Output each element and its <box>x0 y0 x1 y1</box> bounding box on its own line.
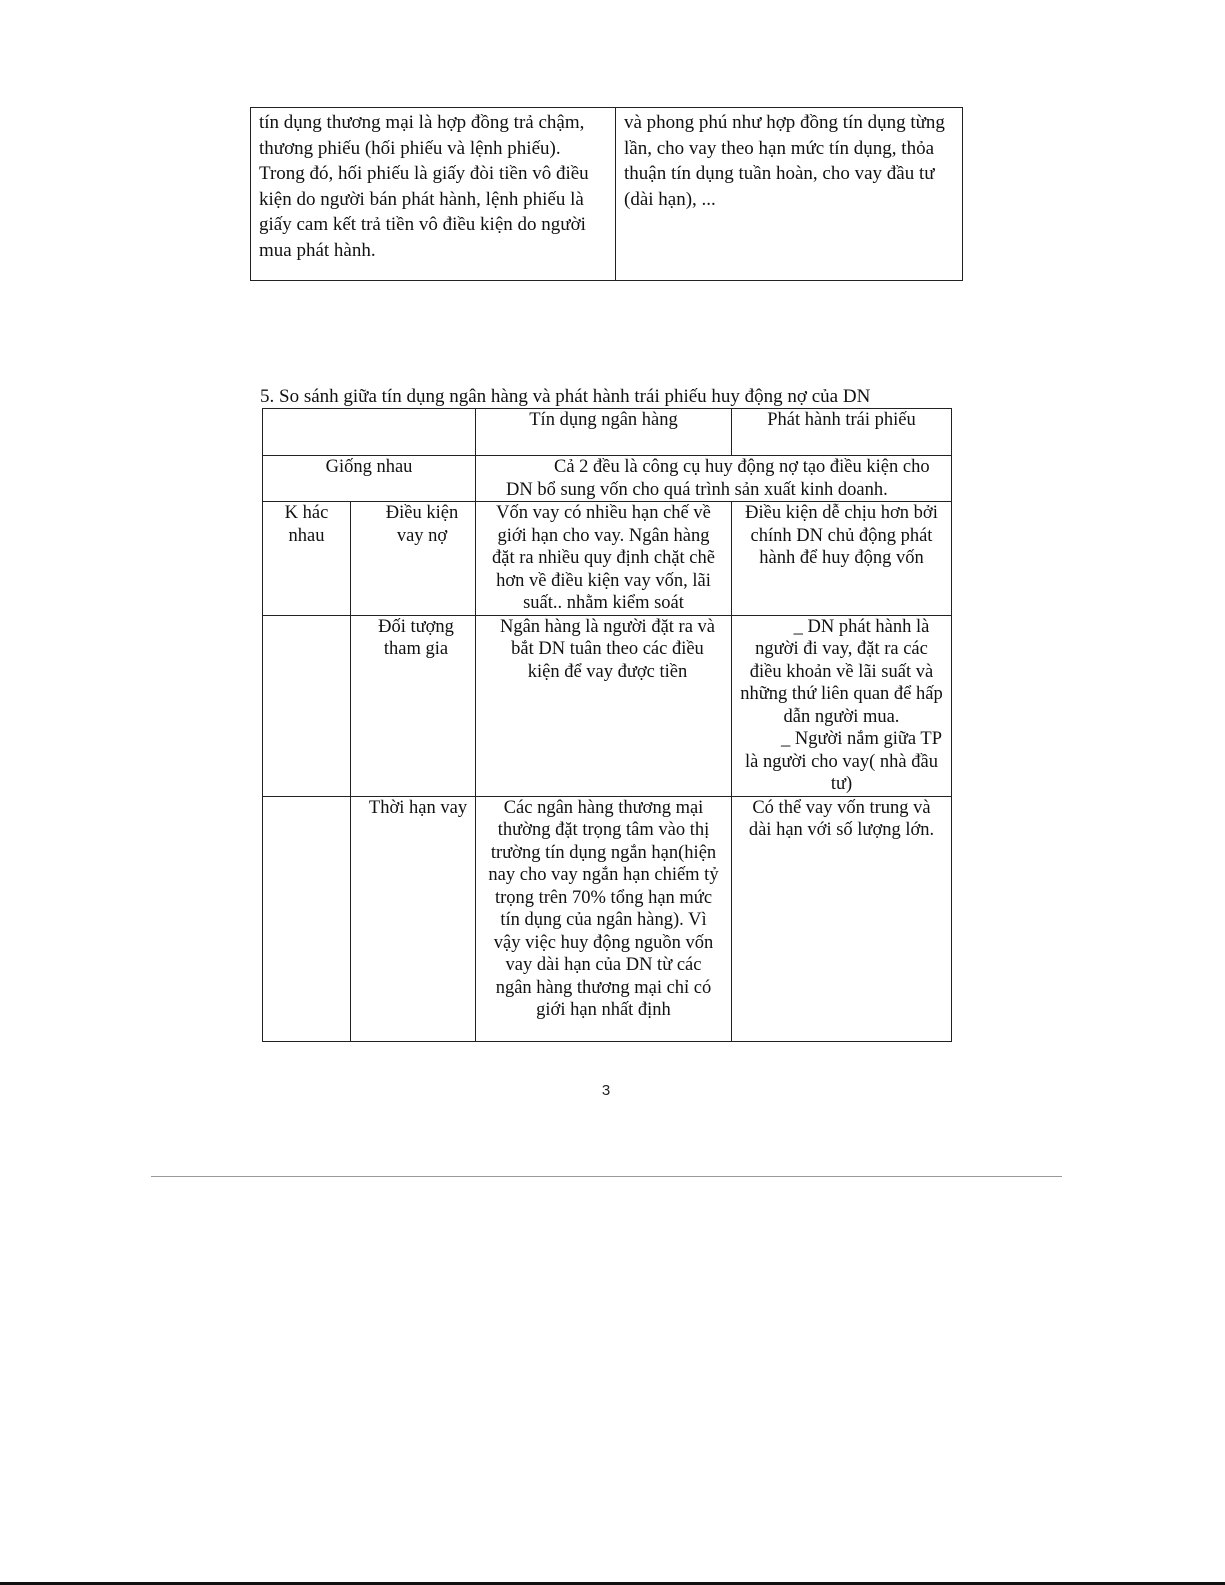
bond-point: _ DN phát hành là người đi vay, đặt ra các điều khoản về lãi suất và những thứ liên quan để hấp dẫn người mua. <box>740 616 943 727</box>
continuation-table-left-cell: tín dụng thương mại là hợp đồng trả chậm, thương phiếu (hối phiếu và lệnh phiếu). Trong đó, hối phiếu là giấy đòi tiền vô điều kiện do người bán phát hành, lệnh phiếu là giấy cam kết trả tiền vô điều kiện do người mua phát hành. <box>251 108 616 280</box>
continuation-table-right-cell: và phong phú như hợp đồng tín dụng từng lần, cho vay theo hạn mức tín dụng, thỏa thuận tín dụng tuần hoàn, cho vay đầu tư (dài hạn), ... <box>624 112 945 210</box>
page-divider <box>151 1176 1062 1177</box>
table-row-similarities <box>263 456 952 502</box>
bank-cell: Ngân hàng là người đặt ra và bắt DN tuân theo các điều kiện để vay được tiền <box>476 615 732 796</box>
table-row <box>263 615 952 796</box>
table-row <box>263 796 952 1041</box>
empty-cell <box>263 796 351 1041</box>
bond-cell: Điều kiện dễ chịu hơn bởi chính DN chủ động phát hành để huy động vốn <box>732 502 952 616</box>
section-heading: 5. So sánh giữa tín dụng ngân hàng và phát hành trái phiếu huy động nợ của DN <box>260 386 871 407</box>
continuation-table <box>250 107 963 281</box>
bank-cell: Vốn vay có nhiều hạn chế về giới hạn cho vay. Ngân hàng đặt ra nhiều quy định chặt chẽ hơn về điều kiện vay vốn, lãi suất.. nhằm kiểm soát <box>476 502 732 616</box>
header-empty-cell <box>263 409 476 456</box>
empty-cell <box>263 615 351 796</box>
similarities-text: Cả 2 đều là công cụ huy động nợ tạo điều kiện cho DN bổ sung vốn cho quá trình sản xuất kinh doanh. <box>476 456 952 502</box>
bond-cell: Có thể vay vốn trung và dài hạn với số lượng lớn. <box>732 796 952 1041</box>
differences-label: K hác nhau <box>263 502 351 616</box>
criterion-cell: Điều kiện vay nợ <box>351 502 476 616</box>
bond-cell <box>732 615 952 796</box>
similarities-label: Giống nhau <box>263 456 476 502</box>
table-header-row <box>263 409 952 456</box>
page-number: 3 <box>601 1082 611 1099</box>
header-bank-credit: Tín dụng ngân hàng <box>476 409 732 456</box>
bond-point: _ Người nắm giữa TP là người cho vay( nhà đầu tư) <box>745 729 943 794</box>
comparison-table <box>262 408 952 1042</box>
criterion-cell: Đối tượng tham gia <box>351 615 476 796</box>
bank-cell: Các ngân hàng thương mại thường đặt trọng tâm vào thị trường tín dụng ngắn hạn(hiện nay cho vay ngắn hạn chiếm tỷ trọng trên 70% tổng hạn mức tín dụng của ngân hàng). Vì vậy việc huy động nguồn vốn vay dài hạn của DN từ các ngân hàng thương mại chỉ có giới hạn nhất định <box>476 796 732 1041</box>
header-bond-issuance: Phát hành trái phiếu <box>732 409 952 456</box>
criterion-cell: Thời hạn vay <box>351 796 476 1041</box>
table-row <box>263 502 952 616</box>
